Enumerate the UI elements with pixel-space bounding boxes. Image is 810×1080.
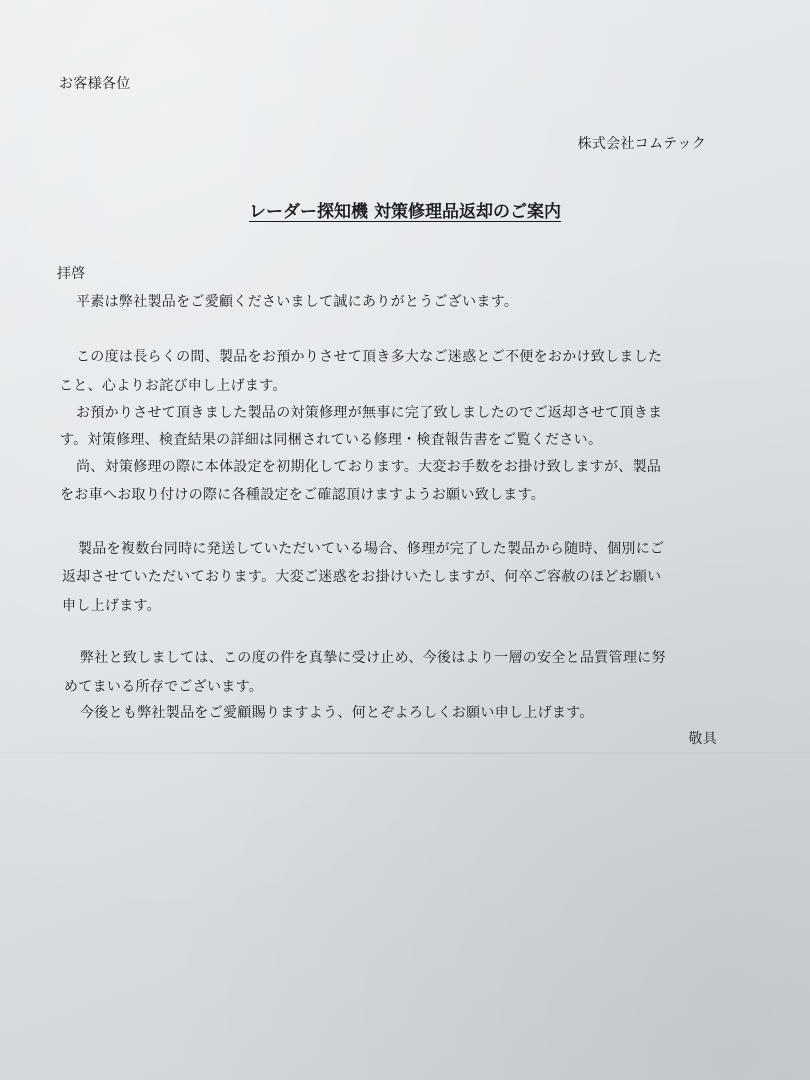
body-line-1: 平素は弊社製品をご愛顧くださいまして誠にありがとうございます。 [76,294,519,310]
body-line-9: 返却させていただいております。大変ご迷惑をお掛けいたしますが、何卒ご容赦のほどお願い [62,569,662,585]
body-line-8: 製品を複数台同時に発送していただいている場合、修理が完了した製品から随時、個別にご [78,541,665,557]
body-line-3: こと、心よりお詫び申し上げます。 [59,378,287,394]
paper-fold [0,752,810,754]
body-line-7: をお車へお取り付けの際に各種設定をご確認頂けますようお願い致します。 [60,487,546,503]
document-title-wrap [0,201,810,223]
body-line-13: 今後とも弊社製品をご愛顧賜りますよう、何とぞよろしくお願い申し上げます。 [80,705,594,721]
body-line-2: この度は長らくの間、製品をお預かりさせて頂き多大なご迷惑とご不便をおかけ致しました [76,349,663,365]
body-line-4: お預かりさせて頂きました製品の対策修理が無事に完了致しましたのでご返却させて頂きま [76,405,663,421]
document-title: レーダー探知機 対策修理品返却のご案内 [249,202,561,222]
closing-salutation: 敬具 [688,731,717,747]
body-line-5: す。対策修理、検査結果の詳細は同梱されている修理・検査報告書をご覧ください。 [60,432,603,448]
sender-company: 株式会社コムテック [577,136,706,152]
body-line-6: 尚、対策修理の際に本体設定を初期化しております。大変お手数をお掛け致しますが、製品 [76,459,662,475]
body-line-11: 弊社と致しましては、この度の件を真摯に受け止め、今後はより一層の安全と品質管理に努 [80,650,666,666]
addressee: お客様各位 [59,76,131,92]
body-line-12: めてまいる所存でございます。 [64,679,264,695]
opening-salutation: 拝啓 [57,266,86,282]
body-line-10: 申し上げます。 [62,598,161,614]
